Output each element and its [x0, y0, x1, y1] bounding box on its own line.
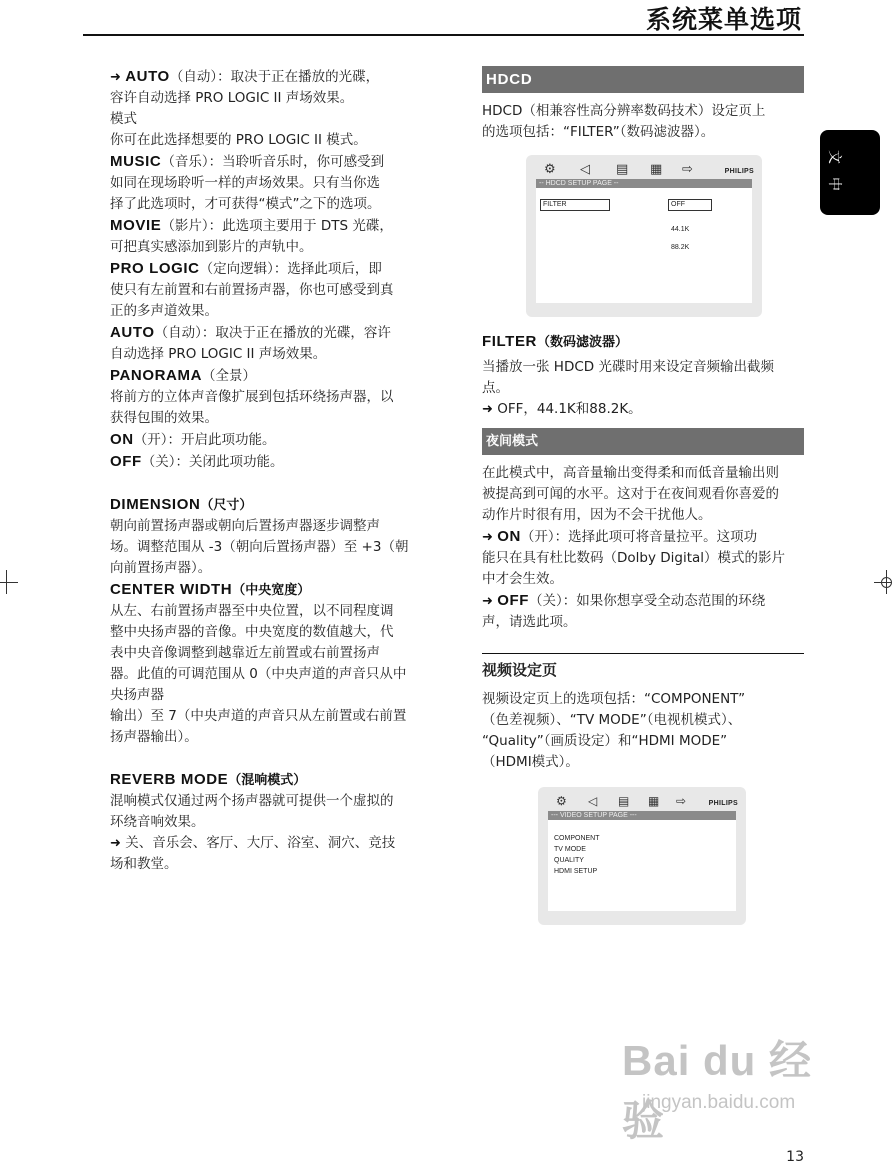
keyword: DIMENSION: [110, 496, 201, 513]
brand-logo: PHILIPS: [708, 800, 738, 807]
grid-icon: ▦: [650, 162, 663, 177]
keyword-cn: （尺寸）: [200, 498, 253, 513]
speaker-icon: ◁: [580, 162, 590, 177]
description: （全景）: [202, 368, 257, 384]
text-line: 容许自动选择 PRO LOGIC II 声场效果。: [110, 90, 354, 106]
filter-option-88k[interactable]: 88.2K: [671, 244, 690, 251]
section-title: HDCD: [486, 71, 533, 88]
hdcd-setup-screen: [526, 155, 762, 317]
arrow-icon: ➜: [110, 836, 121, 851]
exit-icon: ⇨: [682, 162, 693, 177]
text-line: 点。: [482, 380, 509, 396]
left-column: [110, 66, 432, 875]
registration-mark-right: [878, 574, 892, 590]
video-setup-screen: [538, 787, 746, 925]
keyword-cn: （数码滤波器）: [536, 335, 628, 350]
text-line: 朝向前置扬声器或朝向后置扬声器逐步调整声: [110, 518, 380, 534]
gear-icon: ⚙: [544, 162, 556, 177]
text-line: 动作片时很有用，因为不会干扰他人。: [482, 507, 712, 523]
text-line: 当播放一张 HDCD 光碟时用来设定音频输出截频: [482, 359, 774, 375]
arrow-icon: ➜: [110, 70, 121, 85]
auto-option: [110, 66, 432, 88]
text-line: 的选项包括：“FILTER”（数码滤波器）。: [482, 124, 715, 140]
text-line: 将前方的立体声音像扩展到包括环绕扬声器，以: [110, 389, 394, 405]
text-line: 表中央音像调整到越靠近左前置或右前置扬声: [110, 645, 380, 661]
pro-logic-option: [110, 258, 432, 280]
keyword: PANORAMA: [110, 367, 203, 384]
on-option: [110, 429, 432, 451]
gear-icon: ⚙: [556, 794, 567, 808]
text-line: 向前置扬声器）。: [110, 560, 212, 576]
text-line: 使只有左前置和右前置扬声器，你也可感受到真: [110, 282, 394, 298]
text-line: 场和教堂。: [110, 856, 178, 872]
page-number: 13: [786, 1149, 804, 1165]
description: （开）：开启此项功能。: [133, 432, 276, 448]
night-off-option: [482, 590, 804, 612]
text-line: “Quality”（画质设定）和“HDMI MODE”: [482, 733, 728, 749]
description: （定向逻辑）：选择此项后，即: [199, 261, 382, 277]
text-line: 如同在现场聆听一样的声场效果。只有当你选: [110, 175, 380, 191]
text-line: 输出）至 7（中央声道的声音只从左前置或右前置: [110, 708, 407, 724]
text-line: 择了此选项时，才可获得“模式”之下的选项。: [110, 196, 381, 212]
reverb-options: [110, 833, 432, 854]
text-line: 从左、右前置扬声器至中央位置，以不同程度调: [110, 603, 394, 619]
arrow-icon: ➜: [482, 402, 493, 417]
text-line: 央扬声器: [110, 687, 164, 703]
dimension-heading: [110, 494, 432, 516]
language-tab: [820, 130, 880, 215]
filter-option-off[interactable]: OFF: [668, 199, 712, 211]
keyword: ON: [110, 431, 134, 448]
description: （关）：如果你想享受全动态范围的环绕: [529, 593, 766, 609]
keyword: MOVIE: [110, 217, 162, 234]
text-line: 模式: [110, 111, 137, 127]
keyword-cn: （混响模式）: [228, 773, 307, 788]
screen-icon: ▤: [616, 162, 629, 177]
text-line: 整中央扬声器的音像。中央宽度的数值越大，代: [110, 624, 394, 640]
description: OFF，44.1K和88.2K。: [497, 401, 642, 417]
video-setup-heading: 视频设定页: [482, 661, 558, 679]
text-line: 混响模式仅通过两个扬声器就可提供一个虚拟的: [110, 793, 394, 809]
text-line: 被提高到可闻的水平。这对于在夜间观看你喜爱的: [482, 486, 779, 502]
auto-option-2: [110, 322, 432, 344]
speaker-icon: ◁: [588, 794, 598, 808]
description: （开）：选择此项可将音量拉平。这项功: [520, 529, 758, 545]
text-line: 获得包围的效果。: [110, 410, 218, 426]
night-on-option: [482, 526, 804, 548]
setup-page-body: [548, 820, 736, 911]
watermark-logo: Bai du 经验: [622, 1037, 813, 1144]
menu-item-tv-mode[interactable]: TV MODE: [554, 846, 586, 853]
menu-item-component[interactable]: COMPONENT: [554, 835, 600, 842]
description: 关、音乐会、客厅、大厅、浴室、洞穴、竞技: [125, 835, 396, 851]
exit-icon: ⇨: [676, 794, 687, 808]
filter-options: [482, 399, 804, 420]
description: （影片）：此选项主要用于 DTS 光碟，: [161, 218, 393, 234]
keyword: ON: [497, 528, 521, 545]
text-line: 能只在具有杜比数码（Dolby Digital）模式的影片: [482, 550, 786, 566]
text-line: 正的多声道效果。: [110, 303, 218, 319]
text-line: 可把真实感添加到影片的声轨中。: [110, 239, 313, 255]
reverb-mode-heading: [110, 769, 432, 791]
panorama-option: [110, 365, 432, 387]
filter-menu-item[interactable]: FILTER: [540, 199, 610, 211]
center-width-heading: [110, 579, 432, 601]
text-line: （HDMI模式）。: [482, 754, 579, 770]
text-line: HDCD（相兼容性高分辨率数码技术）设定页上: [482, 103, 766, 119]
header-rule: [83, 34, 804, 36]
description: （关）：关闭此项功能。: [141, 454, 284, 470]
watermark-url: jingyan.baidu.com: [642, 1092, 796, 1113]
registration-mark-left: [0, 574, 14, 590]
text-line: 中才会生效。: [482, 571, 563, 587]
language-tab-char-2: 中: [826, 177, 842, 191]
description: （自动）：取决于正在播放的光碟，: [169, 69, 380, 85]
watermark: [622, 1028, 832, 1144]
text-line: 声，请选此项。: [482, 614, 577, 630]
night-mode-section-header: [482, 428, 804, 455]
setup-page-body: [536, 188, 752, 303]
keyword-cn: （中央宽度）: [232, 583, 311, 598]
text-line: 自动选择 PRO LOGIC II 声场效果。: [110, 346, 327, 362]
off-option: [110, 451, 432, 473]
description: （自动）：取决于正在播放的光碟，容许: [154, 325, 391, 341]
setup-page-bar: --- VIDEO SETUP PAGE ---: [548, 811, 736, 820]
section-divider: [482, 653, 804, 654]
keyword: CENTER WIDTH: [110, 581, 233, 598]
setup-page-bar: -- HDCD SETUP PAGE --: [536, 179, 752, 188]
arrow-icon: ➜: [482, 530, 493, 545]
arrow-icon: ➜: [482, 594, 493, 609]
text-line: （色差视频）、“TV MODE”（电视机模式）、: [482, 712, 742, 728]
text-line: 视频设定页上的选项包括：“COMPONENT”: [482, 691, 746, 707]
hdcd-section-header: [482, 66, 804, 93]
keyword: AUTO: [110, 324, 155, 341]
page-title: 系统菜单选项: [645, 5, 802, 34]
movie-option: [110, 215, 432, 237]
right-column: [482, 66, 804, 937]
keyword: FILTER: [482, 333, 537, 350]
keyword: PRO LOGIC: [110, 260, 200, 277]
keyword: MUSIC: [110, 153, 162, 170]
filter-heading: [482, 331, 804, 353]
text-line: 场。调整范围从 -3（朝向后置扬声器）至 +3（朝: [110, 539, 409, 555]
menu-item-quality[interactable]: QUALITY: [554, 857, 584, 864]
menu-icon-row: [544, 159, 754, 179]
keyword: OFF: [497, 592, 529, 609]
grid-icon: ▦: [648, 794, 660, 808]
screen-icon: ▤: [618, 794, 630, 808]
text-line: 扬声器输出）。: [110, 729, 198, 745]
language-tab-char-1: 文: [826, 150, 842, 164]
keyword: REVERB MODE: [110, 771, 229, 788]
text-line: 器。此值的可调范围从 0（中央声道的声音只从中: [110, 666, 407, 682]
keyword: AUTO: [125, 68, 170, 85]
menu-item-hdmi-setup[interactable]: HDMI SETUP: [554, 868, 598, 875]
music-option: [110, 151, 432, 173]
text-line: 在此模式中，高音量输出变得柔和而低音量输出则: [482, 465, 779, 481]
text-line: 环绕音响效果。: [110, 814, 205, 830]
keyword: OFF: [110, 453, 142, 470]
description: （音乐）：当聆听音乐时，你可感受到: [161, 154, 385, 170]
section-title: 夜间模式: [486, 434, 539, 449]
text-line: 你可在此选择想要的 PRO LOGIC II 模式。: [110, 132, 367, 148]
filter-option-44k[interactable]: 44.1K: [671, 226, 690, 233]
brand-logo: PHILIPS: [724, 168, 754, 175]
